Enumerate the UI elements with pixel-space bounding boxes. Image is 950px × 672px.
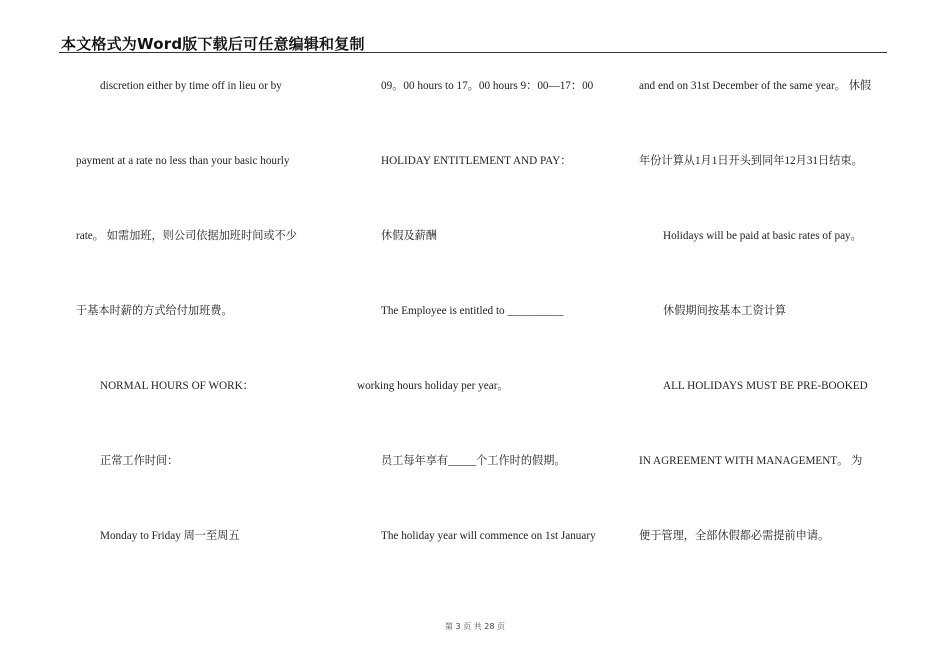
text-line: 员工每年享有_____个工作时的假期。 xyxy=(381,455,566,467)
text-line: 便于管理，全部休假都必需提前申请。 xyxy=(639,530,830,542)
text-line: IN AGREEMENT WITH MANAGEMENT。 为 xyxy=(639,455,863,467)
text-line: Monday to Friday 周一至周五 xyxy=(100,530,240,542)
text-line: 09。00 hours to 17。00 hours 9：00—17：00 xyxy=(381,80,594,92)
text-line: payment at a rate no less than your basic hourly xyxy=(76,155,290,167)
document-header-title: 本文格式为Word版下载后可任意编辑和复制 xyxy=(61,35,365,53)
text-line: 休假期间按基本工资计算 xyxy=(663,305,787,317)
text-line: 正常工作时间： xyxy=(100,455,179,467)
text-line: working hours holiday per year。 xyxy=(357,380,509,392)
text-line: ALL HOLIDAYS MUST BE PRE-BOOKED xyxy=(663,380,868,392)
header-divider xyxy=(59,52,887,53)
text-line: and end on 31st December of the same year。 休假 xyxy=(639,80,872,92)
text-line: 休假及薪酬 xyxy=(381,230,437,242)
text-line: 于基本时薪的方式给付加班费。 xyxy=(76,305,233,317)
text-line: rate。 如需加班，则公司依据加班时间或不少 xyxy=(76,230,297,242)
text-line: 年份计算从1月1日开头到同年12月31日结束。 xyxy=(639,155,863,167)
text-line: discretion either by time off in lieu or by xyxy=(100,80,282,92)
text-line: NORMAL HOURS OF WORK： xyxy=(100,380,254,392)
text-line: Holidays will be paid at basic rates of pay。 xyxy=(663,230,862,242)
text-line: The holiday year will commence on 1st January xyxy=(381,530,596,542)
text-line: The Employee is entitled to __________ xyxy=(381,305,564,317)
text-line: HOLIDAY ENTITLEMENT AND PAY： xyxy=(381,155,572,167)
page-number: 第 3 页 共 28 页 xyxy=(445,622,505,631)
